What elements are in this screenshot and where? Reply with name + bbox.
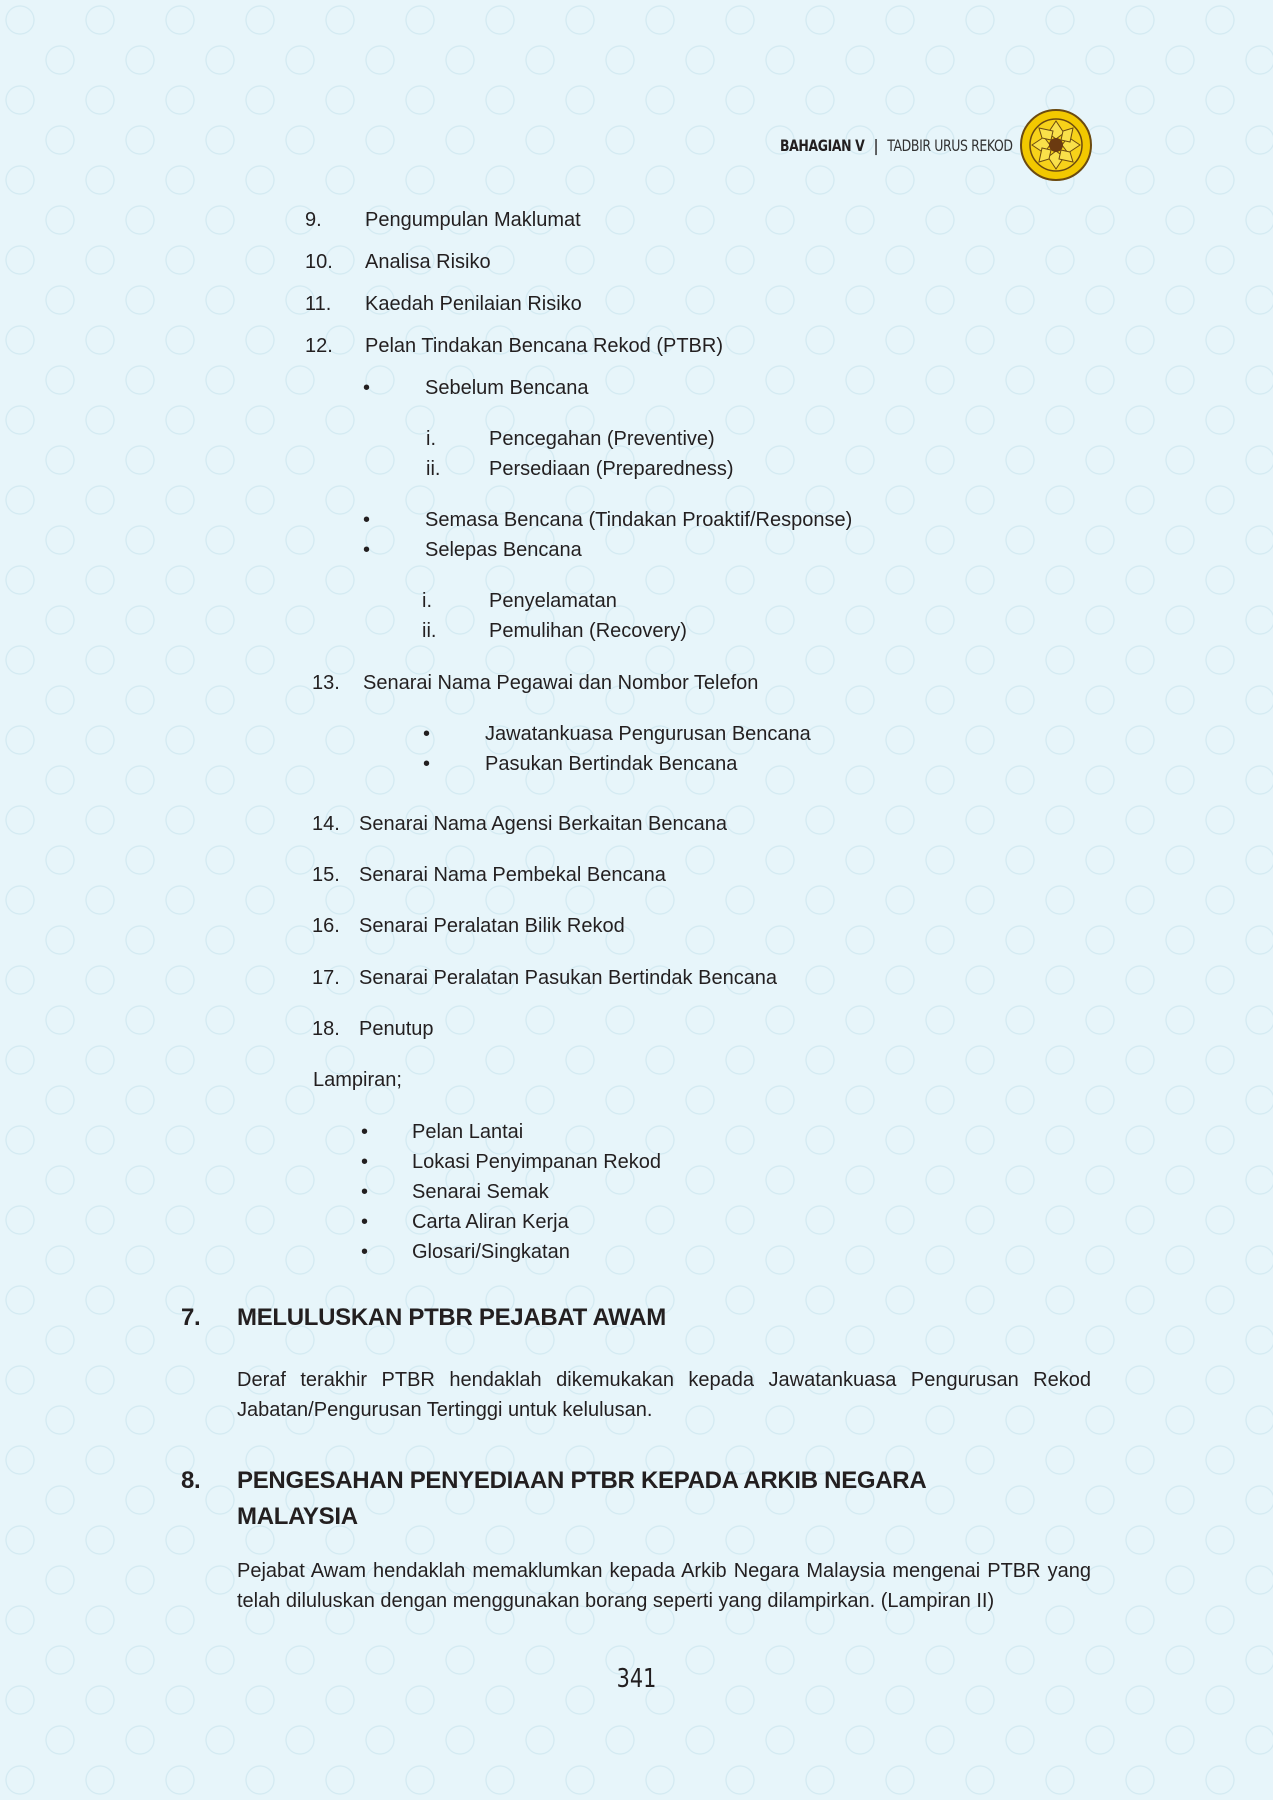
bullet-text: Sebelum Bencana (425, 377, 589, 399)
lampiran-item: Carta Aliran Kerja (412, 1211, 569, 1233)
page-number: 341 (616, 1664, 657, 1694)
bullet-text: Pasukan Bertindak Bencana (485, 753, 738, 775)
bullet-icon: • (361, 1211, 369, 1233)
list-item-text: Senarai Peralatan Pasukan Bertindak Bencana (359, 967, 778, 989)
sub-item-text: Pencegahan (Preventive) (489, 428, 715, 450)
section-body: Pejabat Awam hendaklah memaklumkan kepada Arkib Negara Malaysia mengenai PTBR yang telah diluluskan dengan menggunakan borang seperti yang dilampirkan. (Lampiran II) (237, 1560, 1091, 1612)
item-number: 9. (305, 209, 322, 231)
roman-number: ii. (422, 620, 437, 642)
list-item-text: Analisa Risiko (365, 251, 491, 273)
bullet-icon: • (423, 753, 431, 775)
section-heading: MELULUSKAN PTBR PEJABAT AWAM (237, 1304, 666, 1331)
list-item-text: Pengumpulan Maklumat (365, 209, 581, 231)
section-number: 8. (181, 1467, 201, 1494)
bullet-icon: • (361, 1121, 369, 1143)
header-separator: | (873, 135, 878, 155)
list-item (305, 208, 322, 232)
lampiran-item: Lokasi Penyimpanan Rekod (412, 1151, 662, 1173)
lampiran-item: Senarai Semak (412, 1181, 549, 1203)
bullet-icon: • (363, 509, 371, 531)
section-number: 7. (181, 1304, 201, 1331)
lampiran-item: Glosari/Singkatan (412, 1241, 570, 1263)
item-number: 12. (305, 335, 333, 357)
sub-item-text: Pemulihan (Recovery) (489, 620, 687, 642)
item-number: 10. (305, 251, 333, 273)
arkib-negara-emblem-icon (1020, 109, 1092, 181)
bullet-icon: • (361, 1181, 369, 1203)
bullet-icon: • (423, 723, 431, 745)
lampiran-item: Pelan Lantai (412, 1121, 524, 1143)
item-number: 15. (312, 864, 340, 886)
sub-item-text: Persediaan (Preparedness) (489, 458, 734, 480)
bullet-icon: • (363, 539, 371, 561)
list-item-text: Senarai Peralatan Bilik Rekod (359, 915, 625, 937)
list-item-text: Pelan Tindakan Bencana Rekod (PTBR) (365, 335, 723, 357)
roman-number: ii. (426, 458, 441, 480)
header-topic: TADBIR URUS REKOD (887, 135, 1013, 155)
section-heading-line1: PENGESAHAN PENYEDIAAN PTBR KEPADA ARKIB NEGARA (237, 1467, 927, 1494)
item-number: 16. (312, 915, 340, 937)
running-header (780, 132, 1013, 158)
bullet-icon: • (361, 1151, 369, 1173)
item-number: 17. (312, 967, 340, 989)
item-number: 13. (312, 672, 340, 694)
list-item-text: Senarai Nama Pegawai dan Nombor Telefon (363, 672, 759, 694)
item-number: 11. (305, 293, 332, 315)
header-part: BAHAGIAN V (780, 135, 865, 155)
bullet-text: Semasa Bencana (Tindakan Proaktif/Response) (425, 509, 853, 531)
section-heading-line2: MALAYSIA (237, 1503, 358, 1530)
list-item-text: Senarai Nama Agensi Berkaitan Bencana (359, 813, 728, 835)
item-number: 14. (312, 813, 340, 835)
roman-number: i. (426, 428, 436, 450)
bullet-text: Jawatankuasa Pengurusan Bencana (485, 723, 811, 745)
list-item-text: Kaedah Penilaian Risiko (365, 293, 582, 315)
sub-item-text: Penyelamatan (489, 590, 617, 612)
bullet-icon: • (361, 1241, 369, 1263)
list-item-text: Senarai Nama Pembekal Bencana (359, 864, 666, 886)
list-item-text: Penutup (359, 1018, 434, 1040)
item-number: 18. (312, 1018, 340, 1040)
roman-number: i. (422, 590, 432, 612)
section-body: Deraf terakhir PTBR hendaklah dikemukakan kepada Jawatankuasa Pengurusan Rekod Jabatan/Pengurusan Tertinggi untuk kelulusan. (237, 1369, 1091, 1421)
bullet-text: Selepas Bencana (425, 539, 582, 561)
lampiran-label: Lampiran; (313, 1069, 402, 1091)
bullet-icon: • (363, 377, 371, 399)
